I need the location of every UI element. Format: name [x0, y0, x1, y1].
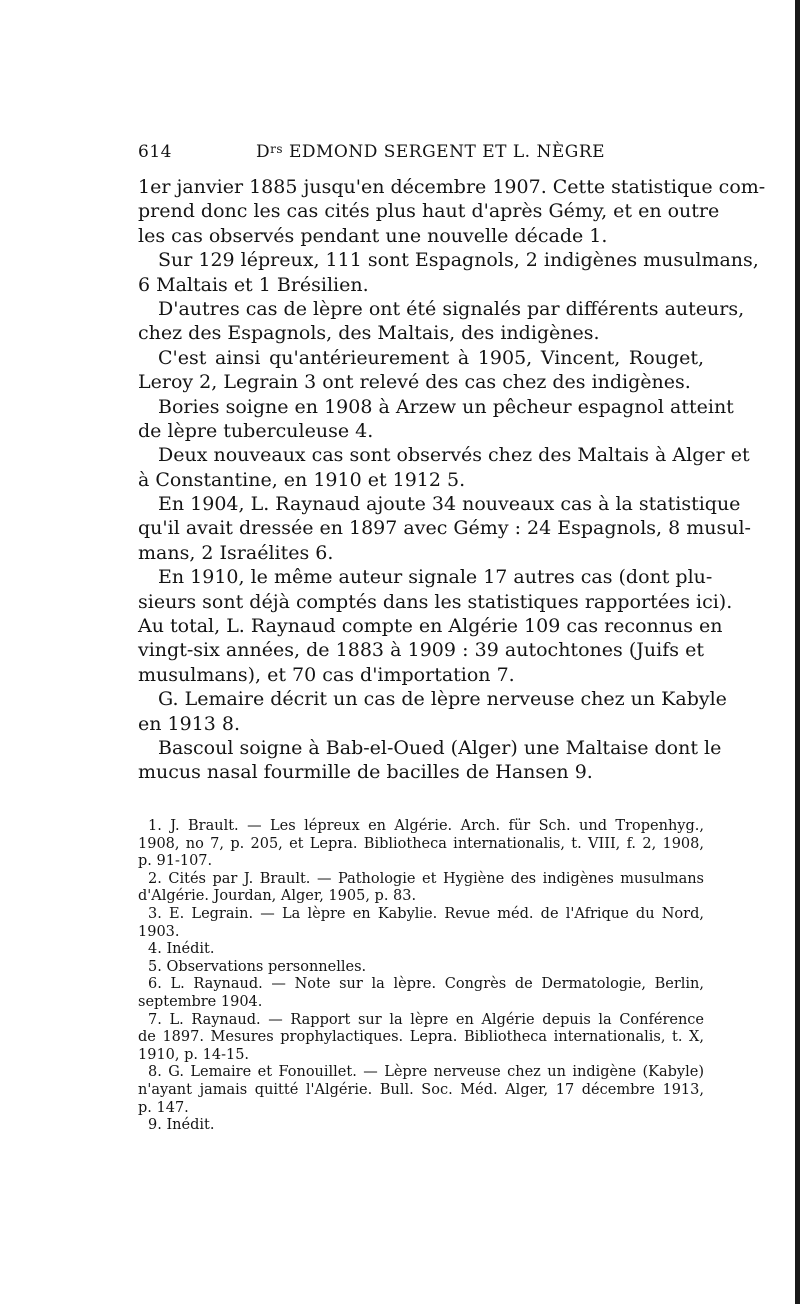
footnote-line: 2. Cités par J. Brault. — Pathologie et Hygiène des indigènes musulmans — [148, 870, 704, 887]
body-text-line: 1er janvier 1885 jusqu'en décembre 1907. Cette statistique com- — [138, 176, 766, 198]
body-text-line: de lèpre tuberculeuse 4. — [138, 419, 374, 442]
footnote-line: n'ayant jamais quitté l'Algérie. Bull. Soc. Méd. Alger, 17 décembre 1913, — [138, 1081, 704, 1098]
running-head-authors: EDMOND SERGENT ET L. NÈGRE — [283, 142, 606, 162]
body-text-line: qu'il avait dressée en 1897 avec Gémy : 24 Espagnols, 8 musul- — [138, 517, 751, 540]
footnote-line: 1903. — [138, 923, 180, 940]
body-text-line: sieurs sont déjà comptés dans les statistiques rapportées ici). — [138, 590, 733, 613]
body-text-line: prend donc les cas cités plus haut d'après Gémy, et en outre — [138, 200, 720, 223]
footnote-line: 5. Observations personnelles. — [148, 958, 367, 975]
body-text-line: C'est ainsi qu'antérieurement à 1905, Vincent, Rouget, — [158, 346, 704, 369]
footnote-line: 1. J. Brault. — Les lépreux en Algérie. Arch. für Sch. und Tropenhyg., — [148, 818, 704, 834]
body-text-line: en 1913 8. — [138, 712, 241, 735]
body-text-line: les cas observés pendant une nouvelle décade 1. — [138, 224, 608, 247]
footnote-line: de 1897. Mesures prophylactiques. Lepra. Bibliotheca internationalis, t. X, — [138, 1029, 704, 1046]
body-text-line: Bascoul soigne à Bab-el-Oued (Alger) une Maltaise dont le — [158, 736, 722, 759]
footnote-line: p. 91-107. — [138, 853, 213, 870]
footnote-line: 7. L. Raynaud. — Rapport sur la lèpre en Algérie depuis la Conférence — [148, 1011, 704, 1028]
footnote-line: 6. L. Raynaud. — Note sur la lèpre. Congrès de Dermatologie, Berlin, — [148, 976, 704, 993]
body-text-line: G. Lemaire décrit un cas de lèpre nerveuse chez un Kabyle — [158, 688, 727, 711]
footnote-line: 4. Inédit. — [148, 941, 215, 958]
body-text-line: vingt-six années, de 1883 à 1909 : 39 autochtones (Juifs et — [138, 639, 704, 662]
body-text-line: mucus nasal fourmille de bacilles de Hansen 9. — [138, 761, 593, 784]
scan-edge — [795, 0, 800, 1304]
footnote-line: 9. Inédit. — [148, 1117, 215, 1134]
footnote-line: 1910, p. 14-15. — [138, 1046, 250, 1063]
footnote-line: septembre 1904. — [138, 993, 263, 1010]
body-text-line: musulmans), et 70 cas d'importation 7. — [138, 663, 515, 686]
body-text-line: D'autres cas de lèpre ont été signalés par différents auteurs, — [158, 297, 745, 320]
body-text-line: chez des Espagnols, des Maltais, des indigènes. — [138, 322, 600, 345]
body-text-line: mans, 2 Israélites 6. — [138, 541, 334, 564]
body-text-line: 6 Maltais et 1 Brésilien. — [138, 273, 369, 296]
body-text-line: Leroy 2, Legrain 3 ont relevé des cas chez des indigènes. — [138, 371, 691, 394]
page-number: 614 — [138, 142, 172, 162]
body-text-line: Sur 129 lépreux, 111 sont Espagnols, 2 indigènes musulmans, — [158, 249, 759, 272]
body-text-line: Deux nouveaux cas sont observés chez des Maltais à Alger et — [158, 444, 750, 467]
footnote-line: 3. E. Legrain. — La lèpre en Kabylie. Revue méd. de l'Afrique du Nord, — [148, 905, 704, 922]
footnote-line: 8. G. Lemaire et Fonouillet. — Lèpre nerveuse chez un indigène (Kabyle) — [148, 1064, 704, 1081]
body-text-line: En 1904, L. Raynaud ajoute 34 nouveaux cas à la statistique — [158, 493, 741, 516]
body-text-line: Bories soigne en 1908 à Arzew un pêcheur espagnol atteint — [158, 395, 734, 418]
body-text-line: En 1910, le même auteur signale 17 autres cas (dont plu- — [158, 566, 713, 589]
body-text-line: Au total, L. Raynaud compte en Algérie 109 cas reconnus en — [138, 615, 723, 638]
page-header — [138, 142, 704, 168]
running-head-prefix: D — [256, 142, 271, 162]
footnote-line: 1908, no 7, p. 205, et Lepra. Bibliotheca internationalis, t. VIII, f. 2, 1908, — [138, 835, 704, 852]
body-text-line: à Constantine, en 1910 et 1912 5. — [138, 468, 466, 491]
footnotes — [138, 818, 704, 1135]
running-head — [256, 142, 605, 162]
running-head-superscript: rs — [270, 142, 284, 156]
footnote-line: d'Algérie. Jourdan, Alger, 1905, p. 83. — [138, 888, 417, 905]
body-text — [138, 175, 766, 785]
footnote-line: p. 147. — [138, 1099, 189, 1116]
